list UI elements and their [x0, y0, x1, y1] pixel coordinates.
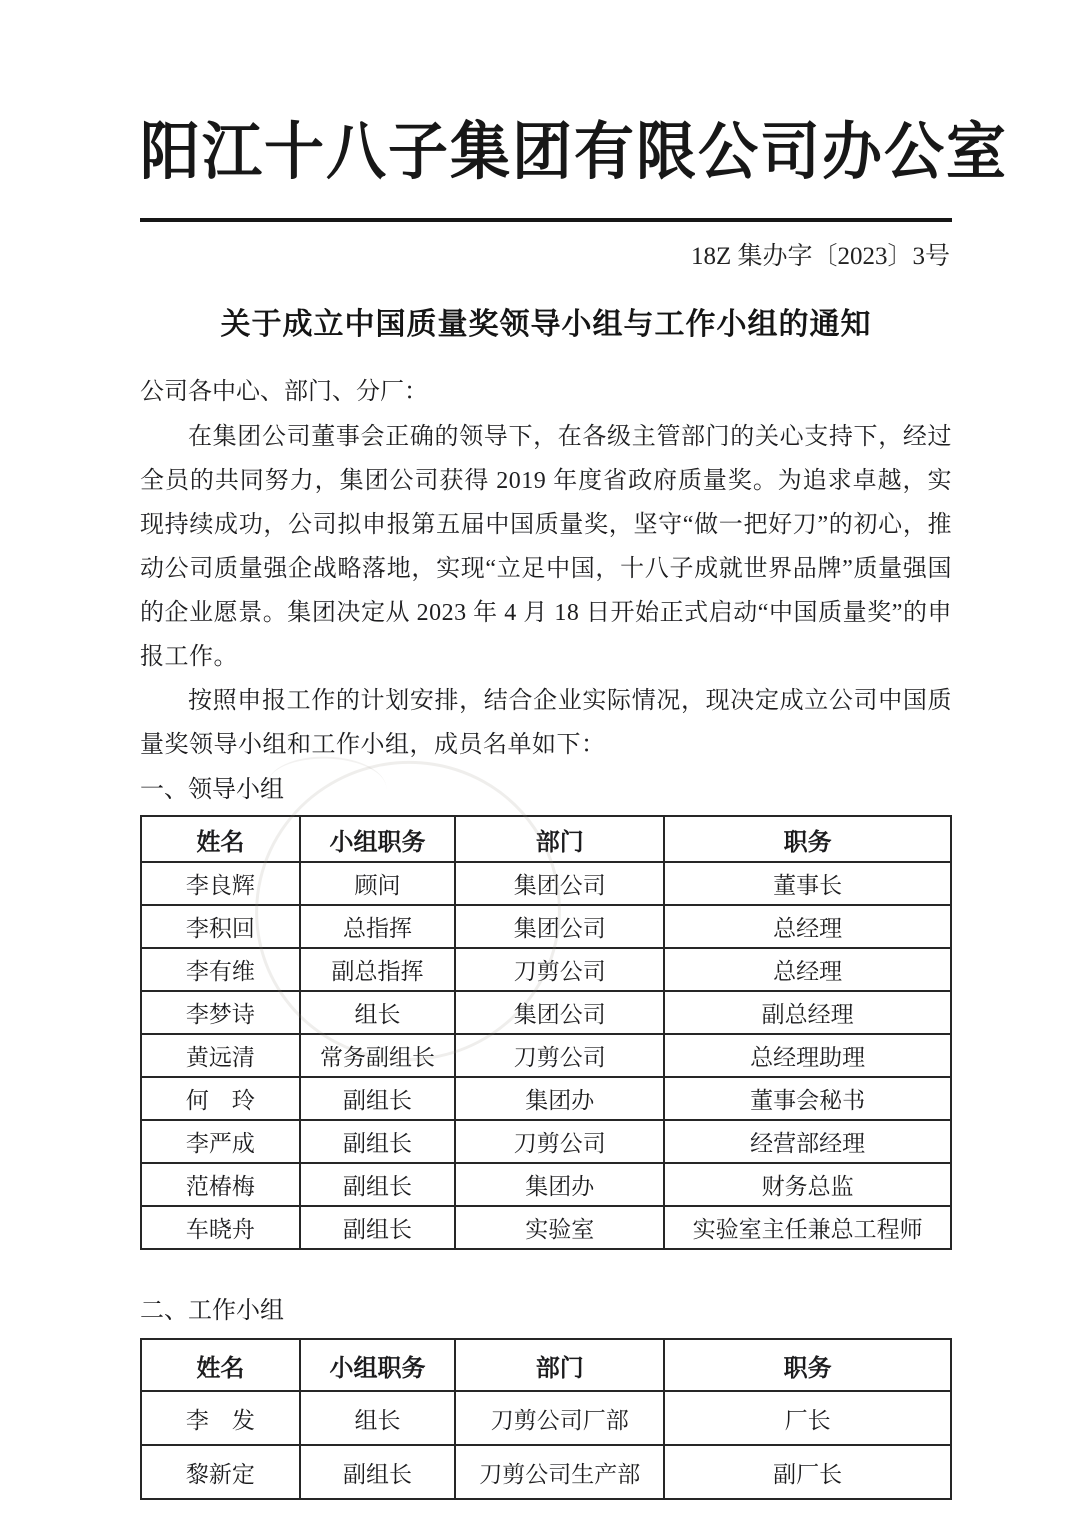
- table-row: [141, 948, 951, 991]
- cell-group-role: 副组长: [300, 1120, 456, 1163]
- letterhead-title: 阳江十八子集团有限公司办公室: [140, 117, 1008, 187]
- letterhead-divider: [140, 218, 952, 222]
- table-row: [141, 862, 951, 905]
- leading-group-table: [140, 815, 952, 1250]
- table-row: [141, 991, 951, 1034]
- cell-name: 黎新定: [141, 1445, 300, 1499]
- cell-group-role: 副组长: [300, 1445, 456, 1499]
- doc-number: 18Z 集办字〔2023〕3号: [690, 243, 950, 270]
- cell-department: 刀剪公司生产部: [455, 1445, 664, 1499]
- cell-group-role: 总指挥: [300, 905, 456, 948]
- cell-position: 财务总监: [664, 1163, 951, 1206]
- table-row: [141, 1077, 951, 1120]
- body-paragraph-1: 在集团公司董事会正确的领导下，在各级主管部门的关心支持下，经过全员的共同努力，集团公司获得 2019 年度省政府质量奖。为追求卓越，实现持续成功，公司拟申报第五届中国质量奖，坚守“做一把好刀”的初心，推动公司质量强企战略落地，实现“立足中国，十八子成就世界品牌”质量强国的企业愿景。集团决定从 2023 年 4 月 18 日开始正式启动“中国质量奖”的申报工作。: [140, 424, 952, 670]
- section-work-group: [140, 1294, 952, 1500]
- table-row: [141, 905, 951, 948]
- cell-department: 刀剪公司: [455, 948, 664, 991]
- cell-group-role: 副组长: [300, 1206, 456, 1249]
- cell-name: 李严成: [141, 1120, 300, 1163]
- cell-position: 总经理助理: [664, 1034, 951, 1077]
- cell-group-role: 顾问: [300, 862, 456, 905]
- cell-name: 李 发: [141, 1391, 300, 1445]
- cell-position: 经营部经理: [664, 1120, 951, 1163]
- cell-department: 实验室: [455, 1206, 664, 1249]
- document-title: 关于成立中国质量奖领导小组与工作小组的通知: [220, 308, 872, 341]
- cell-name: 李良辉: [141, 862, 300, 905]
- salutation: 公司各中心、部门、分厂：: [140, 379, 428, 405]
- cell-department: 集团公司: [455, 905, 664, 948]
- body-paragraph-2: 按照申报工作的计划安排，结合企业实际情况，现决定成立公司中国质量奖领导小组和工作小组，成员名单如下：: [140, 688, 952, 758]
- cell-department: 刀剪公司厂部: [455, 1391, 664, 1445]
- cell-position: 董事长: [664, 862, 951, 905]
- column-header-group-role: 小组职务: [300, 816, 456, 862]
- cell-group-role: 副组长: [300, 1077, 456, 1120]
- cell-position: 董事会秘书: [664, 1077, 951, 1120]
- column-header-position: 职务: [664, 816, 951, 862]
- cell-position: 实验室主任兼总工程师: [664, 1206, 951, 1249]
- cell-group-role: 常务副组长: [300, 1034, 456, 1077]
- column-header-department: 部门: [455, 816, 664, 862]
- cell-department: 刀剪公司: [455, 1034, 664, 1077]
- cell-name: 李梦诗: [141, 991, 300, 1034]
- cell-group-role: 副组长: [300, 1163, 456, 1206]
- table-row: [141, 1391, 951, 1445]
- cell-name: 何 玲: [141, 1077, 300, 1120]
- column-header-group-role: 小组职务: [300, 1339, 456, 1391]
- cell-name: 车晓舟: [141, 1206, 300, 1249]
- table-row: [141, 1445, 951, 1499]
- column-header-position: 职务: [664, 1339, 951, 1391]
- cell-position: 副总经理: [664, 991, 951, 1034]
- table-row: [141, 1034, 951, 1077]
- table-row: [141, 1163, 951, 1206]
- cell-department: 集团办: [455, 1077, 664, 1120]
- cell-position: 副厂长: [664, 1445, 951, 1499]
- table-header-row: [141, 816, 951, 862]
- column-header-name: 姓名: [141, 816, 300, 862]
- cell-position: 总经理: [664, 948, 951, 991]
- cell-name: 黄远清: [141, 1034, 300, 1077]
- letterhead-block: [140, 92, 1008, 274]
- cell-name: 李有维: [141, 948, 300, 991]
- column-header-name: 姓名: [141, 1339, 300, 1391]
- table-row: [141, 1120, 951, 1163]
- cell-group-role: 组长: [300, 1391, 456, 1445]
- section-heading-work-group: 二、工作小组: [140, 1298, 284, 1324]
- cell-position: 总经理: [664, 905, 951, 948]
- table-row: [141, 1206, 951, 1249]
- cell-name: 范椿梅: [141, 1163, 300, 1206]
- cell-department: 刀剪公司: [455, 1120, 664, 1163]
- cell-department: 集团公司: [455, 862, 664, 905]
- cell-name: 李积回: [141, 905, 300, 948]
- table-header-row: [141, 1339, 951, 1391]
- cell-position: 厂长: [664, 1391, 951, 1445]
- section-leading-group: [140, 773, 952, 1250]
- cell-department: 集团公司: [455, 991, 664, 1034]
- work-group-table: [140, 1338, 952, 1500]
- cell-group-role: 副总指挥: [300, 948, 456, 991]
- section-heading-leading-group: 一、领导小组: [140, 777, 284, 803]
- cell-group-role: 组长: [300, 991, 456, 1034]
- column-header-department: 部门: [455, 1339, 664, 1391]
- cell-department: 集团办: [455, 1163, 664, 1206]
